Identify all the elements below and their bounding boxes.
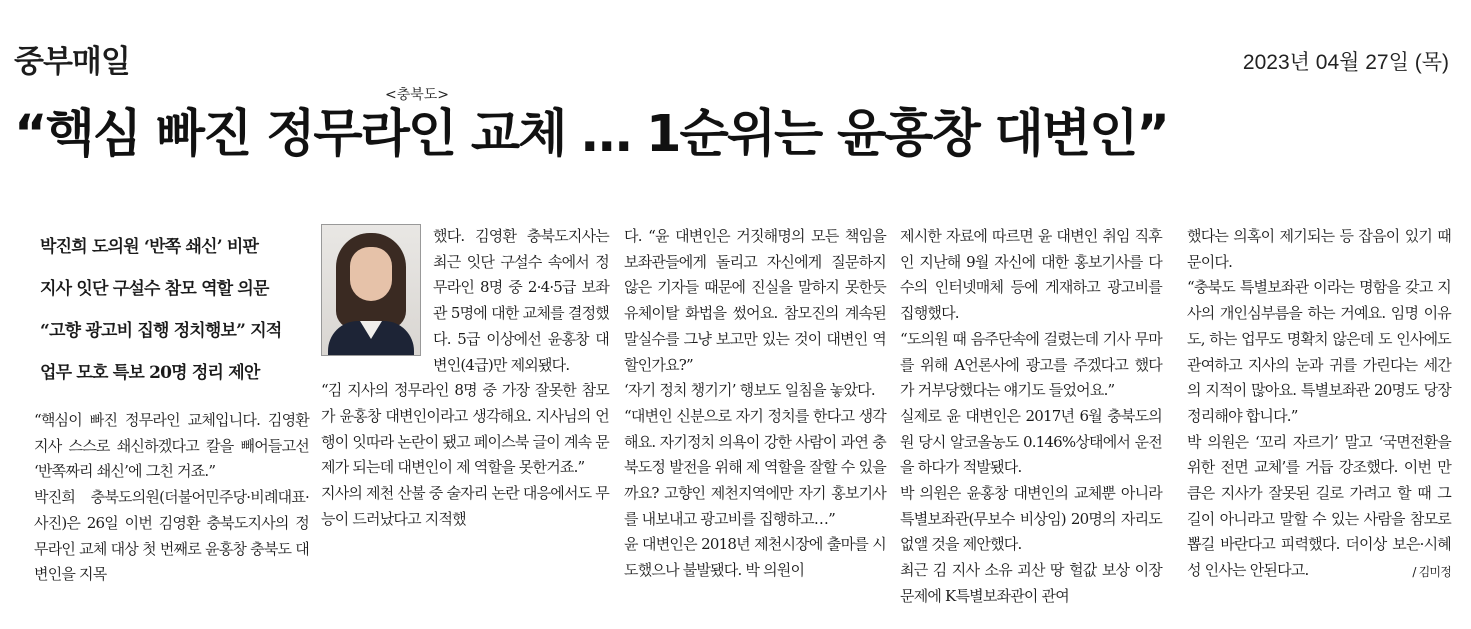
subheadline-block: [40, 226, 302, 394]
paragraph: 박 의원은 윤홍창 대변인의 교체뿐 아니라 특별보좌관(무보수 비상임) 20명의 자리도 없앨 것을 제안했다.: [900, 484, 1162, 554]
paragraph: “대변인 신분으로 자기 정치를 한다고 생각해요. 자기정치 의욕이 강한 사람이 과연 충북도정 발전을 위해 제 역할을 잘할 수 있을까요? 고향인 제천지역에만 자기 홍보기사를 내보내고 광고비를 집행하고…”: [624, 406, 886, 528]
article-column-4: [900, 224, 1162, 610]
masthead: [14, 36, 130, 80]
paragraph: 최근 김 지사 소유 괴산 땅 헐값 보상 이장 문제에 K특별보좌관이 관여: [900, 561, 1162, 605]
article-column-3: [624, 224, 886, 584]
paragraph: 박 의원은 ‘꼬리 자르기’ 말고 ‘국면전환을 위한 전면 교체’를 거듭 강조했다. 이번 만큼은 지사가 잘못된 길로 가려고 할 때 그 길이 아니라고 말할 수 있는 사람을 참모로 뽑길 바란다고 피력했다. 더이상 보은·시혜성 인사는 안된다고.: [1187, 432, 1451, 580]
paragraph: 윤 대변인은 2018년 제천시장에 출마를 시도했으나 불발됐다. 박 의원이: [624, 535, 886, 580]
subheadline: 박진희 도의원 ‘반쪽 쇄신’ 비판: [40, 237, 259, 257]
newspaper-logo: 중부매일: [14, 43, 130, 80]
paragraph: “도의원 때 음주단속에 걸렸는데 기사 무마를 위해 A언론사에 광고를 주겠다고 했다가 거부당했다는 얘기도 들었어요.”: [900, 329, 1162, 400]
paragraph: 박진희 충북도의원(더불어민주당·비례대표·사진)은 26일 이번 김영환 충북도지사의 정무라인 교체 대상 첫 번째로 윤홍창 충북도 대변인을 지목: [34, 488, 309, 584]
portrait-photo: [321, 224, 421, 356]
paragraph: “핵심이 빠진 정무라인 교체입니다. 김영환 지사 스스로 쇄신하겠다고 칼을 빼어들고선 ‘반쪽짜리 쇄신’에 그친 거죠.”: [34, 411, 309, 481]
paragraph: “충북도 특별보좌관 이라는 명함을 갖고 지사의 개인심부름을 하는 거예요. 임명 이유도, 하는 업무도 명확치 않은데 도 인사에도 관여하고 지사의 눈과 귀를 가린다는 세간의 지적이 많아요. 특별보좌관 20명도 당장 정리해야 합니다.”: [1187, 278, 1451, 425]
article-headline: “핵심 빠진 정무라인 교체 … 1순위는 윤홍창 대변인”: [14, 105, 1168, 164]
subheadline: 지사 잇단 구설수 참모 역할 의문: [40, 279, 269, 299]
publication-date: 2023년 04월 27일 (목): [1242, 51, 1449, 74]
paragraph: ‘자기 정치 챙기기’ 행보도 일침을 놓았다.: [624, 381, 875, 400]
article-column-2: [321, 224, 609, 532]
paragraph: 실제로 윤 대변인은 2017년 6월 충북도의원 당시 알코올농도 0.146%상태에서 운전을 하다가 적발됐다.: [900, 406, 1162, 477]
article-column-1: [34, 408, 309, 588]
author-byline: / 김미정: [1412, 564, 1451, 579]
article-column-5: [1187, 224, 1451, 586]
paragraph: “김 지사의 정무라인 8명 중 가장 잘못한 참모가 윤홍창 대변인이라고 생각해요. 지사님의 언행이 잇따라 논란이 됐고 페이스북 글이 계속 문제가 되는데 대변인이 제 역할을 못한거죠.”: [321, 381, 609, 477]
region-label: <충북도>: [385, 87, 450, 103]
subheadline: 업무 모호 특보 20명 정리 제안: [40, 363, 260, 383]
paragraph: 지사의 제천 산불 중 술자리 논란 대응에서도 무능이 드러났다고 지적했: [321, 484, 609, 528]
paragraph: 제시한 자료에 따르면 윤 대변인 취임 직후인 지난해 9월 자신에 대한 홍보기사를 다수의 인터넷매체 등에 게재하고 광고비를 집행했다.: [900, 227, 1162, 323]
paragraph: 다. “윤 대변인은 거짓해명의 모든 책임을 보좌관들에게 돌리고 자신에게 질문하지 않은 기자들 때문에 진실을 말하지 못한듯 유체이탈 화법을 썼어요. 참모진의 계속된 말실수를 그냥 보고만 있는 것이 대변인 역할인가요?”: [624, 227, 886, 374]
paragraph: 했다. 김영환 충북도지사는 최근 잇단 구설수 속에서 정무라인 8명 중 2·4·5급 보좌관 5명에 대한 교체를 결정했다. 5급 이상에선 윤홍창 대변인(4급)만 제외됐다.: [433, 227, 609, 374]
paragraph: 했다는 의혹이 제기되는 등 잡음이 있기 때문이다.: [1187, 227, 1451, 271]
subheadline: “고향 광고비 집행 정치행보” 지적: [40, 321, 282, 341]
photo-face: [350, 247, 392, 301]
